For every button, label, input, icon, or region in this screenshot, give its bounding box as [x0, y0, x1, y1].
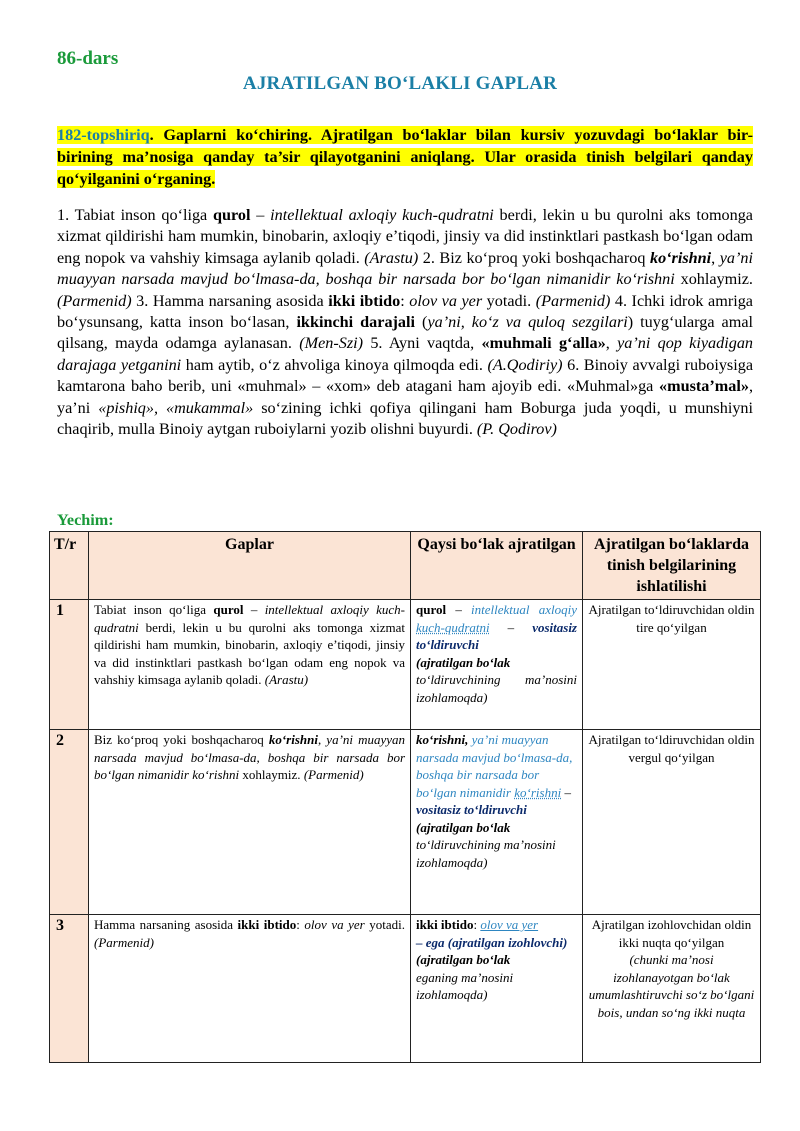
row-sentence	[89, 915, 411, 1063]
header-punctuation: Ajratilgan bo‘laklarda tinish belgilarining ishlatilishi	[583, 532, 761, 600]
cell-fragment: :	[473, 917, 481, 932]
cell-note-bold: (ajratilgan bo‘lak	[416, 819, 511, 835]
row-separated-part	[411, 915, 583, 1063]
row-number: 2	[50, 730, 89, 915]
passage-author: (Parmenid)	[57, 291, 132, 310]
passage-text	[57, 205, 753, 440]
cell-italic: intellektual axloqiy kuch-qudratni	[94, 602, 406, 635]
page-title: AJRATILGAN BO‘LAKLI GAPLAR	[242, 73, 558, 94]
row-sentence	[89, 600, 411, 730]
passage-fragment: berdi, lekin u bu qurolni aks tomonga xizmat qildirishi ham mumkin, binobarin, axloqiy e’tiqodi, jinsiy va did instinktlari pastkash bo‘lgan odam eng nopok va vahshiy kimsaga aylanib qoladi.	[57, 206, 753, 267]
passage-author: (P. Qodirov)	[476, 420, 557, 439]
task-instruction	[57, 124, 753, 190]
table-row	[50, 600, 761, 730]
cell-note-bold: (ajratilgan bo‘lak	[416, 952, 511, 967]
passage-fragment: , ya’ni	[57, 377, 753, 417]
passage-author: (Men-Szi)	[299, 334, 364, 353]
cell-italic: ya’ni muayyan narsada mavjud bo‘lmasa-da, boshqa bir narsada bor bo‘lgan nimanidir	[416, 732, 573, 800]
cell-role: – ega (ajratilgan izohlovchi)	[416, 934, 568, 950]
cell-fragment: Biz ko‘proq yoki boshqacharoq	[94, 732, 269, 747]
cell-role: vositasiz to‘ldiruvchi	[416, 802, 527, 817]
cell-fragment: –	[243, 602, 265, 617]
passage-author: (A.Qodiriy)	[487, 355, 563, 374]
task-number: 182-topshiriq	[57, 126, 150, 144]
cell-role: vositasiz to‘ldiruvchi	[416, 619, 577, 652]
cell-italic-underlined: olov va yer	[480, 917, 539, 932]
passage-bold: «muhmali g‘alla»	[481, 334, 606, 353]
cell-note-bold: (ajratilgan bo‘lak	[416, 654, 511, 670]
passage-fragment: 2. Biz ko‘proq yoki boshqacharoq	[418, 248, 650, 267]
lesson-number: 86-dars	[57, 48, 119, 69]
row-punctuation: Ajratilgan to‘ldiruvchidan oldin tire qo‘yilgan	[583, 600, 761, 730]
task-text: Gaplarni ko‘chiring. Ajratilgan bo‘laklar bilan kursiv yozuvdagi bo‘laklar bir-birining ma’nosiga qanday ta’sir qilayotganini aniqlang. Ular orasida tinish belgilari qanday qo‘yilganini o‘rganing.	[57, 126, 753, 188]
row-separated-part	[411, 600, 583, 730]
task-dot: .	[149, 126, 154, 144]
cell-note: eganing ma’nosini izohlamoqda)	[416, 969, 514, 1002]
passage-fragment: 5. Ayni vaqtda,	[363, 334, 482, 353]
passage-italic: intellektual axloqiy kuch-qudratni	[270, 206, 494, 224]
passage-author: (Arastu)	[364, 248, 419, 267]
cell-fragment: xohlaymiz.	[239, 767, 304, 782]
cell-italic-underlined: ko‘rishni	[514, 784, 562, 800]
cell-fragment: berdi, lekin u bu qurolni aks tomonga xizmat qildirishi ham mumkin, binobarin, axloqiy e’tiqodi, jinsiy va did instinktlari pastkash bo‘lgan odam eng nopok va vahshiy kimsaga aylanib qoladi.	[94, 619, 405, 687]
row-number: 1	[50, 600, 89, 730]
solution-table	[49, 531, 761, 1063]
passage-bold: ko‘rishni	[649, 248, 712, 267]
table-row	[50, 915, 761, 1063]
row-number: 3	[50, 915, 89, 1063]
passage-italic: «pishiq», «mukammal»	[98, 398, 254, 417]
cell-fragment: –	[561, 784, 571, 800]
cell-fragment: –	[489, 619, 533, 635]
passage-italic: ya’ni, ko‘z va quloq sezgilari	[427, 313, 628, 332]
passage-fragment: ) tuyg‘ularga amal qilsang, mayda odamga aylanasan.	[57, 313, 753, 353]
row-sentence	[89, 730, 411, 915]
passage-fragment: ,	[711, 248, 720, 267]
passage-fragment: yotadi.	[482, 291, 536, 310]
cell-author: (Arastu)	[264, 672, 309, 687]
table-header-row	[50, 532, 761, 600]
passage-author: (Parmenid)	[535, 291, 611, 310]
cell-bold: ikki ibtido	[416, 917, 474, 932]
cell-fragment: Hamma narsaning asosida	[94, 917, 238, 932]
cell-bold: ikki ibtido	[237, 917, 297, 932]
table-row	[50, 730, 761, 915]
cell-bold: ko‘rishni,	[416, 732, 469, 747]
cell-note: (chunki ma’nosi izohlanayotgan bo‘lak umumlashtiruvchi so‘z bo‘lgani bois, undan so‘ng ikki nuqta	[588, 952, 755, 1020]
row-separated-part	[411, 730, 583, 915]
header-separated-part: Qaysi bo‘lak ajratilgan	[411, 532, 583, 600]
cell-author: (Parmenid)	[303, 767, 364, 782]
header-number: T/r	[50, 532, 89, 600]
cell-fragment: yotadi.	[364, 917, 406, 932]
cell-fragment: Tabiat inson qo‘liga	[94, 602, 214, 617]
passage-bold: ikki ibtido	[328, 291, 401, 310]
cell-fragment: :	[296, 917, 305, 932]
row-punctuation	[583, 915, 761, 1063]
cell-italic: intellektual axloqiy	[471, 602, 578, 617]
passage-italic: ya’ni qop kiyadigan darajaga yetganini	[57, 334, 754, 374]
passage-fragment: (	[415, 313, 428, 332]
cell-author: (Parmenid)	[94, 934, 154, 950]
header-sentences: Gaplar	[89, 532, 411, 600]
passage-bold: ikkinchi darajali	[296, 313, 416, 332]
cell-fragment: Ajratilgan izohlovchidan oldin ikki nuqta qo‘yilgan	[591, 917, 752, 950]
solution-label: Yechim:	[57, 511, 114, 529]
cell-note: to‘ldiruvchining ma’nosini izohlamoqda)	[416, 837, 556, 870]
passage-fragment: ,	[605, 334, 618, 353]
cell-fragment: –	[446, 602, 472, 617]
cell-italic: olov va yer	[304, 917, 365, 932]
cell-bold: qurol	[213, 602, 244, 617]
passage-fragment: 6. Binoiy avvalgi ruboiysiga kamtarona baho berib, uni «muhmal» – «xom» deb atagani ham ajoyib edi. «Muhmal»ga	[57, 355, 754, 396]
passage-fragment: xohlaymiz.	[674, 270, 753, 289]
passage-bold: «musta’mal»	[659, 377, 749, 396]
passage-fragment: 1. Tabiat inson qo‘liga	[57, 206, 213, 224]
passage-fragment: :	[400, 291, 410, 310]
passage-fragment: 4. Ichki idrok amriga bo‘ysunsang, katta inson bo‘lasan,	[57, 291, 753, 332]
cell-note: to‘ldiruvchining ma’nosini izohlamoqda)	[416, 672, 577, 705]
passage-fragment: so‘zining ichki qofiya qilingani ham Boburga juda yoqdi, u munshiyni chaqirib, mulla Binoiy aytgan ruboiylarni yozib olishni buyurdi.	[57, 398, 753, 439]
cell-bold: ko‘rishni	[268, 732, 318, 747]
cell-fragment: ,	[317, 732, 327, 747]
passage-italic: olov va yer	[409, 291, 483, 310]
passage-fragment: ham aytib, o‘z ahvoliga kinoya qilmoqda edi.	[181, 355, 488, 374]
passage-fragment: 3. Hamma narsaning asosida	[131, 291, 329, 310]
passage-fragment: –	[250, 206, 271, 224]
row-punctuation: Ajratilgan to‘ldiruvchidan oldin vergul qo‘yilgan	[583, 730, 761, 915]
passage-italic: ya’ni muayyan narsada mavjud bo‘lmasa-da, boshqa bir narsada bor bo‘lgan nimanidir ko‘rishni	[57, 248, 753, 289]
cell-italic-underlined: kuch-qudratni	[416, 619, 490, 635]
cell-italic: ya’ni muayyan narsada mavjud bo‘lmasa-da, boshqa bir narsada bor bo‘lgan nimanidir ko‘rishni	[94, 732, 406, 782]
passage-bold: qurol	[213, 206, 251, 224]
cell-bold: qurol	[416, 602, 447, 617]
